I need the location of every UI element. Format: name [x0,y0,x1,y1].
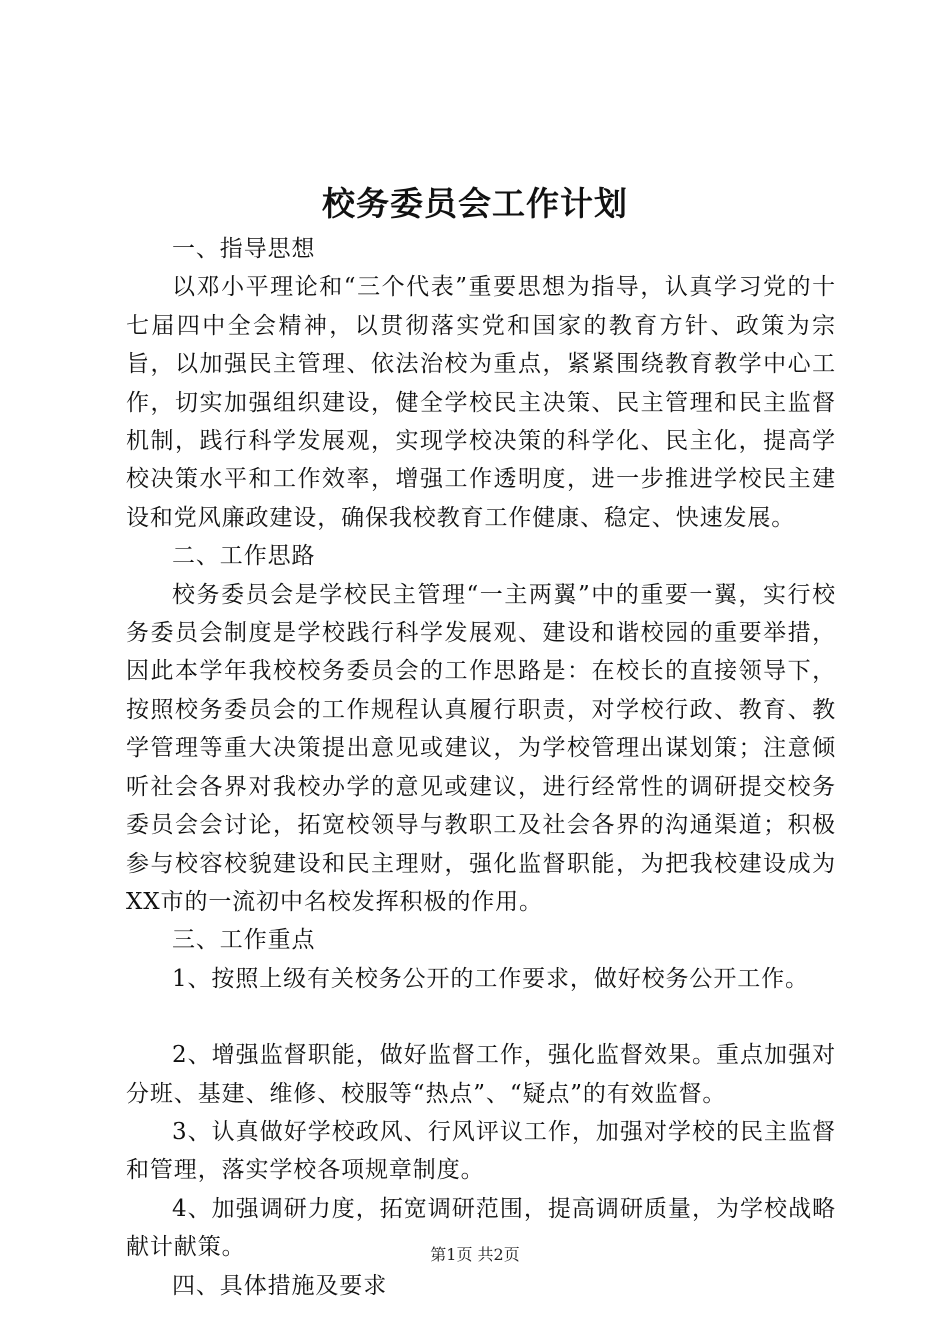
section-heading-guiding-ideology: 一、指导思想 [172,236,316,262]
work-focus-item-4: 4、加强调研力度，拓宽调研范围，提高调研质量，为学校战略献计献策。 [126,1195,836,1261]
page-number: 第1页 共2页 [430,1245,520,1264]
work-focus-item-2: 2、增强监督职能，做好监督工作，强化监督效果。重点加强对分班、基建、维修、校服等“热点”、“疑点”的有效监督。 [126,1042,836,1107]
document-body [126,230,836,1305]
section-heading-measures: 四、具体措施及要求 [172,1272,388,1299]
paragraph-guiding-ideology: 以邓小平理论和“三个代表”重要思想为指导，认真学习党的十七届四中全会精神，以贯彻落实党和国家的教育方针、政策为宗旨，以加强民主管理、依法治校为重点，紧紧围绕教育教学中心工作，切实加强组织建设，健全学校民主决策、民主管理和民主监督机制，践行科学发展观，实现学校决策的科学化、民主化，提高学校决策水平和工作效率，增强工作透明度，进一步推进学校民主建设和党风廉政建设，确保我校教育工作健康、稳定、快速发展。 [126,274,836,531]
work-focus-item-1: 1、按照上级有关校务公开的工作要求，做好校务公开工作。 [172,965,809,992]
section-heading-work-focus: 三、工作重点 [172,927,316,954]
work-focus-item-3: 3、认真做好学校政风、行风评议工作，加强对学校的民主监督和管理，落实学校各项规章制度。 [126,1118,836,1184]
section-heading-work-approach: 二、工作思路 [172,543,316,570]
paragraph-work-approach: 校务委员会是学校民主管理“一主两翼”中的重要一翼，实行校务委员会制度是学校践行科学发展观、建设和谐校园的重要举措，因此本学年我校校务委员会的工作思路是：在校长的直接领导下，按照校务委员会的工作规程认真履行职责，对学校行政、教育、教学管理等重大决策提出意见或建议，为学校管理出谋划策；注意倾听社会各界对我校办学的意见或建议，进行经常性的调研提交校务委员会会讨论，拓宽校领导与教职工及社会各界的沟通渠道；积极参与校容校貌建设和民主理财，强化监督职能，为把我校建设成为XX市的一流初中名校发挥积极的作用。 [126,581,836,915]
document-title: 校务委员会工作计划 [322,184,628,223]
